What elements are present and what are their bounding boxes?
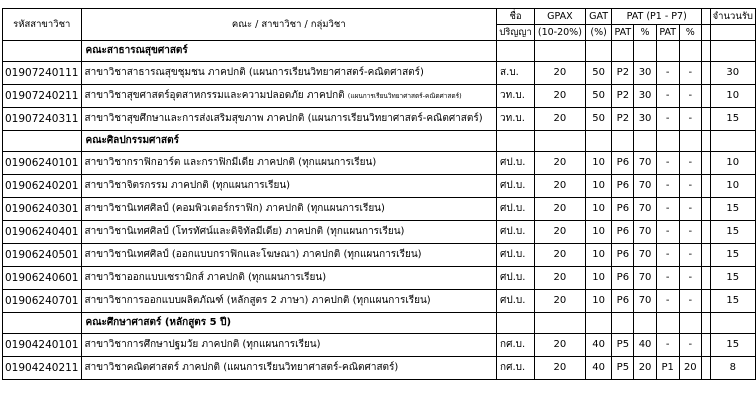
section-empty-cell [585, 131, 612, 152]
gat-cell: 10 [585, 175, 612, 198]
count-cell: 15 [710, 334, 755, 357]
table-row [3, 85, 756, 108]
pct2-cell: - [679, 198, 701, 221]
count-cell: 15 [710, 244, 755, 267]
gat-cell: 10 [585, 198, 612, 221]
degree-cell: ศป.บ. [497, 221, 535, 244]
section-empty-cell [612, 41, 634, 62]
count-cell: 30 [710, 62, 755, 85]
pat2-cell: - [656, 244, 679, 267]
header-name: คณะ / สาขาวิชา / กลุ่มวิชา [81, 9, 497, 41]
program-name-text: สาขาวิชานิเทศศิลป์ (ออกแบบกราฟิกและโฆษณา) ภาคปกติ (ทุกแผนการเรียน) [84, 249, 422, 260]
program-note: (แผนการเรียนวิทยาศาสตร์-คณิตศาสตร์) [347, 92, 462, 100]
spacer-cell [702, 152, 711, 175]
program-name [81, 85, 497, 108]
table-row [3, 108, 756, 131]
program-name-text: สาขาวิชาจิตรกรรม ภาคปกติ (ทุกแผนการเรียน) [84, 180, 291, 191]
program-name-text: สาขาวิชาสาธารณสุขชุมชน ภาคปกติ (แผนการเรียนวิทยาศาสตร์-คณิตศาสตร์) [84, 67, 424, 78]
gpax-cell: 20 [535, 62, 586, 85]
section-empty-cell [535, 41, 586, 62]
section-title: คณะศึกษาศาสตร์ (หลักสูตร 5 ปี) [81, 313, 497, 334]
program-code: 01906240501 [3, 244, 82, 267]
section-empty-cell [535, 313, 586, 334]
program-code: 01906240301 [3, 198, 82, 221]
program-code: 01907240111 [3, 62, 82, 85]
spacer-cell [702, 267, 711, 290]
program-code: 01907240211 [3, 85, 82, 108]
section-empty-cell [702, 313, 711, 334]
count-cell: 8 [710, 357, 755, 380]
pat2-cell: - [656, 221, 679, 244]
gpax-cell: 20 [535, 175, 586, 198]
section-empty-cell [656, 131, 679, 152]
pat1-cell: P6 [612, 267, 634, 290]
section-row [3, 131, 756, 152]
program-name-text: สาขาวิชากราฟิกอาร์ต และกราฟิกมีเดีย ภาคปกติ (ทุกแผนการเรียน) [84, 157, 377, 168]
degree-cell: กศ.บ. [497, 334, 535, 357]
gat-cell: 10 [585, 152, 612, 175]
pct2-cell: - [679, 152, 701, 175]
count-cell: 15 [710, 108, 755, 131]
spacer-cell [702, 334, 711, 357]
header-pct-2: % [679, 25, 701, 41]
pct2-cell: - [679, 108, 701, 131]
pct2-cell: - [679, 244, 701, 267]
pat2-cell: - [656, 152, 679, 175]
count-cell: 10 [710, 175, 755, 198]
table-row [3, 175, 756, 198]
table-row [3, 198, 756, 221]
table-row [3, 334, 756, 357]
section-empty-cell [702, 131, 711, 152]
pat2-cell: - [656, 290, 679, 313]
program-name [81, 62, 497, 85]
program-name-text: สาขาวิชาสุขศึกษาและการส่งเสริมสุขภาพ ภาคปกติ (แผนการเรียนวิทยาศาสตร์-คณิตศาสตร์) [84, 113, 483, 124]
gat-cell: 50 [585, 85, 612, 108]
section-empty-cell [634, 41, 656, 62]
spacer-cell [702, 357, 711, 380]
pat2-cell: - [656, 198, 679, 221]
spacer-cell [702, 62, 711, 85]
program-code: 01904240101 [3, 334, 82, 357]
pct1-cell: 70 [634, 198, 656, 221]
section-empty-cell [497, 41, 535, 62]
header-spacer [702, 9, 711, 25]
section-empty-cell [612, 131, 634, 152]
pat2-cell: - [656, 175, 679, 198]
gpax-cell: 20 [535, 334, 586, 357]
program-name-text: สาขาวิชาออกแบบเซรามิกส์ ภาคปกติ (ทุกแผนการเรียน) [84, 272, 327, 283]
count-cell: 15 [710, 290, 755, 313]
pat2-cell: - [656, 108, 679, 131]
pat1-cell: P6 [612, 221, 634, 244]
pat1-cell: P2 [612, 85, 634, 108]
pct1-cell: 20 [634, 357, 656, 380]
gat-cell: 40 [585, 357, 612, 380]
spacer-cell [702, 221, 711, 244]
gpax-cell: 20 [535, 221, 586, 244]
table-row [3, 244, 756, 267]
pct1-cell: 70 [634, 267, 656, 290]
gat-cell: 40 [585, 334, 612, 357]
section-empty-cell [634, 131, 656, 152]
header-degree-line1: ชื่อ [497, 9, 535, 25]
count-cell: 10 [710, 152, 755, 175]
pat2-cell: - [656, 62, 679, 85]
pat1-cell: P5 [612, 334, 634, 357]
program-code: 01906240101 [3, 152, 82, 175]
count-cell: 10 [710, 85, 755, 108]
section-empty-cell [679, 131, 701, 152]
pat1-cell: P6 [612, 290, 634, 313]
section-empty-cell [535, 131, 586, 152]
table-row [3, 290, 756, 313]
section-empty-cell [497, 131, 535, 152]
table-row [3, 221, 756, 244]
spacer-cell [702, 175, 711, 198]
degree-cell: ศป.บ. [497, 152, 535, 175]
pct2-cell: - [679, 221, 701, 244]
degree-cell: ศป.บ. [497, 290, 535, 313]
pat1-cell: P6 [612, 175, 634, 198]
count-cell: 15 [710, 198, 755, 221]
section-empty-cell [710, 41, 755, 62]
gpax-cell: 20 [535, 290, 586, 313]
section-empty-cell [710, 313, 755, 334]
header-pat-1: PAT [612, 25, 634, 41]
section-title: คณะศิลปกรรมศาสตร์ [81, 131, 497, 152]
degree-cell: ศป.บ. [497, 267, 535, 290]
pct1-cell: 30 [634, 108, 656, 131]
program-code: 01906240201 [3, 175, 82, 198]
pat1-cell: P5 [612, 357, 634, 380]
program-code: 01907240311 [3, 108, 82, 131]
table-body [3, 41, 756, 380]
degree-cell: วท.บ. [497, 85, 535, 108]
pct1-cell: 70 [634, 152, 656, 175]
pat2-cell: P1 [656, 357, 679, 380]
pct2-cell: - [679, 334, 701, 357]
admission-table [2, 8, 756, 380]
header-pat-group: PAT (P1 - P7) [612, 9, 702, 25]
gpax-cell: 20 [535, 357, 586, 380]
pct2-cell: - [679, 85, 701, 108]
gat-cell: 50 [585, 108, 612, 131]
section-empty-cell [679, 41, 701, 62]
section-empty-cell [702, 41, 711, 62]
pct2-cell: - [679, 267, 701, 290]
count-cell: 15 [710, 221, 755, 244]
section-empty-cell [710, 131, 755, 152]
pct2-cell: - [679, 175, 701, 198]
pat1-cell: P6 [612, 198, 634, 221]
degree-cell: ศป.บ. [497, 198, 535, 221]
gpax-cell: 20 [535, 152, 586, 175]
table-row [3, 267, 756, 290]
section-code-cell [3, 131, 82, 152]
program-code: 01906240601 [3, 267, 82, 290]
program-name [81, 108, 497, 131]
pct1-cell: 70 [634, 175, 656, 198]
pat2-cell: - [656, 85, 679, 108]
table-row [3, 152, 756, 175]
section-code-cell [3, 313, 82, 334]
spacer-cell [702, 198, 711, 221]
pat1-cell: P2 [612, 108, 634, 131]
section-code-cell [3, 41, 82, 62]
header-pat-2: PAT [656, 25, 679, 41]
header-degree-line2: ปริญญา [497, 25, 535, 41]
section-title: คณะสาธารณสุขศาสตร์ [81, 41, 497, 62]
header-spacer-2 [702, 25, 711, 41]
program-name-text: สาขาวิชานิเทศศิลป์ (คอมพิวเตอร์กราฟิก) ภาคปกติ (ทุกแผนการเรียน) [84, 203, 385, 214]
header-count-2 [710, 25, 755, 41]
spacer-cell [702, 108, 711, 131]
pct1-cell: 70 [634, 221, 656, 244]
degree-cell: ศป.บ. [497, 244, 535, 267]
program-name [81, 198, 497, 221]
table-row [3, 357, 756, 380]
gpax-cell: 20 [535, 108, 586, 131]
header-pct-1: % [634, 25, 656, 41]
header-gpax-line1: GPAX [535, 9, 586, 25]
table-row [3, 62, 756, 85]
program-code: 01906240401 [3, 221, 82, 244]
pct1-cell: 40 [634, 334, 656, 357]
section-empty-cell [612, 313, 634, 334]
program-name [81, 267, 497, 290]
section-empty-cell [634, 313, 656, 334]
spacer-cell [702, 85, 711, 108]
program-name [81, 357, 497, 380]
pat1-cell: P6 [612, 244, 634, 267]
gpax-cell: 20 [535, 244, 586, 267]
program-name [81, 175, 497, 198]
program-code: 01904240211 [3, 357, 82, 380]
pat2-cell: - [656, 334, 679, 357]
gat-cell: 50 [585, 62, 612, 85]
program-name-text: สาขาวิชานิเทศศิลป์ (โทรทัศน์และดิจิทัลมีเดีย) ภาคปกติ (ทุกแผนการเรียน) [84, 226, 405, 237]
section-row [3, 313, 756, 334]
gat-cell: 10 [585, 221, 612, 244]
degree-cell: กศ.บ. [497, 357, 535, 380]
section-empty-cell [585, 41, 612, 62]
section-empty-cell [497, 313, 535, 334]
header-gat-line1: GAT [585, 9, 612, 25]
program-name [81, 334, 497, 357]
pct1-cell: 70 [634, 244, 656, 267]
gat-cell: 10 [585, 244, 612, 267]
pct1-cell: 70 [634, 290, 656, 313]
pct1-cell: 30 [634, 85, 656, 108]
header-gat-line2: (%) [585, 25, 612, 41]
header-gpax-line2: (10-20%) [535, 25, 586, 41]
section-empty-cell [679, 313, 701, 334]
gat-cell: 10 [585, 290, 612, 313]
program-name [81, 244, 497, 267]
program-code: 01906240701 [3, 290, 82, 313]
pat2-cell: - [656, 267, 679, 290]
program-name-text: สาขาวิชาสุขศาสตร์อุตสาหกรรมและความปลอดภัย ภาคปกติ [84, 90, 348, 101]
pct2-cell: - [679, 290, 701, 313]
degree-cell: วท.บ. [497, 108, 535, 131]
spacer-cell [702, 290, 711, 313]
spacer-cell [702, 244, 711, 267]
section-row [3, 41, 756, 62]
program-name [81, 221, 497, 244]
section-empty-cell [656, 41, 679, 62]
pat1-cell: P6 [612, 152, 634, 175]
program-name-text: สาขาวิชาการศึกษาปฐมวัย ภาคปกติ (ทุกแผนการเรียน) [84, 339, 321, 350]
gpax-cell: 20 [535, 267, 586, 290]
gpax-cell: 20 [535, 198, 586, 221]
gpax-cell: 20 [535, 85, 586, 108]
count-cell: 15 [710, 267, 755, 290]
pct2-cell: 20 [679, 357, 701, 380]
gat-cell: 10 [585, 267, 612, 290]
program-name-text: สาขาวิชาการออกแบบผลิตภัณฑ์ (หลักสูตร 2 ภาษา) ภาคปกติ (ทุกแผนการเรียน) [84, 295, 431, 306]
program-name [81, 290, 497, 313]
section-empty-cell [585, 313, 612, 334]
degree-cell: ส.บ. [497, 62, 535, 85]
header-count: จำนวนรับ [710, 9, 755, 25]
pct2-cell: - [679, 62, 701, 85]
program-name [81, 152, 497, 175]
program-name-text: สาขาวิชาคณิตศาสตร์ ภาคปกติ (แผนการเรียนวิทยาศาสตร์-คณิตศาสตร์) [84, 362, 399, 373]
pat1-cell: P2 [612, 62, 634, 85]
degree-cell: ศป.บ. [497, 175, 535, 198]
header-code: รหัสสาขาวิชา [3, 9, 82, 41]
section-empty-cell [656, 313, 679, 334]
pct1-cell: 30 [634, 62, 656, 85]
